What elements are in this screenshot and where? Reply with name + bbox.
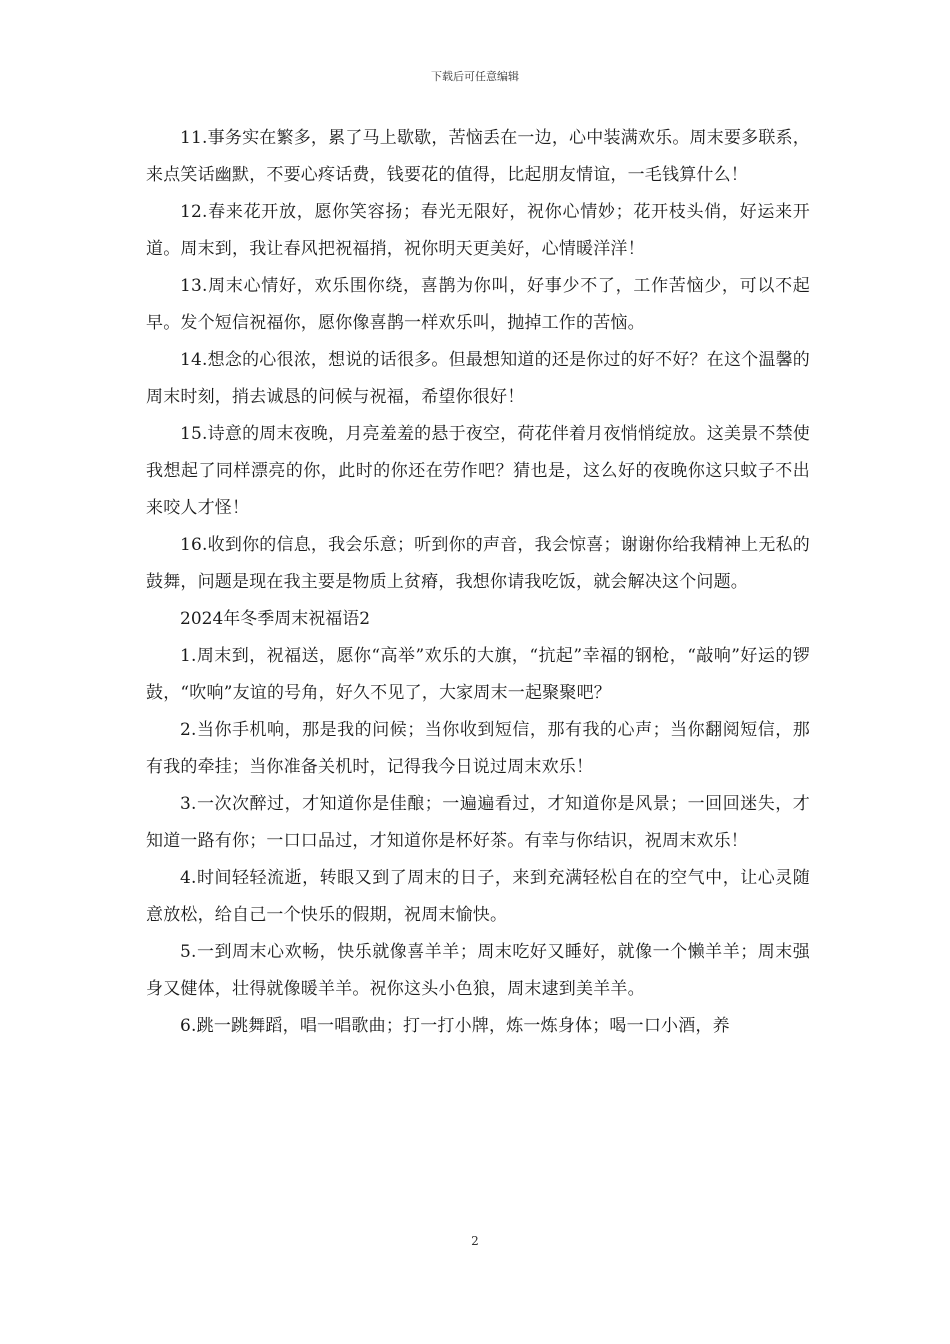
paragraph-16: 16.收到你的信息，我会乐意；听到你的声音，我会惊喜；谢谢你给我精神上无私的鼓舞，问题是现在我主要是物质上贫瘠，我想你请我吃饭，就会解决这个问题。: [146, 535, 810, 592]
paragraph-3: 3.一次次醉过，才知道你是佳酿；一遍遍看过，才知道你是风景；一回回迷失，才知道一路有你；一口口品过，才知道你是杯好茶。有幸与你结识，祝周末欢乐！: [146, 794, 810, 851]
paragraph-13: 13.周末心情好，欢乐围你绕，喜鹊为你叫，好事少不了，工作苦恼少，可以不起早。发个短信祝福你，愿你像喜鹊一样欢乐叫，抛掉工作的苦恼。: [146, 276, 810, 333]
paragraph-2: 2.当你手机响，那是我的问候；当你收到短信，那有我的心声；当你翻阅短信，那有我的牵挂；当你准备关机时，记得我今日说过周末欢乐！: [146, 720, 810, 777]
paragraph-4: 4.时间轻轻流逝，转眼又到了周末的日子，来到充满轻松自在的空气中，让心灵随意放松，给自己一个快乐的假期，祝周末愉快。: [146, 868, 810, 925]
paragraph-15: 15.诗意的周末夜晚，月亮羞羞的悬于夜空，荷花伴着月夜悄悄绽放。这美景不禁使我想起了同样漂亮的你，此时的你还在劳作吧？猜也是，这么好的夜晚你这只蚊子不出来咬人才怪！: [146, 424, 810, 518]
document-body: [146, 120, 810, 1045]
page-header: 下载后可任意编辑: [431, 70, 519, 83]
paragraph-14: 14.想念的心很浓，想说的话很多。但最想知道的还是你过的好不好？在这个温馨的周末时刻，捎去诚恳的问候与祝福，希望你很好！: [146, 350, 810, 407]
paragraph-5: 5.一到周末心欢畅，快乐就像喜羊羊；周末吃好又睡好，就像一个懒羊羊；周末强身又健体，壮得就像暖羊羊。祝你这头小色狼，周末逮到美羊羊。: [146, 942, 810, 999]
page-number: 2: [471, 1234, 479, 1248]
paragraph-11: 11.事务实在繁多，累了马上歇歇，苦恼丢在一边，心中装满欢乐。周末要多联系，来点笑话幽默，不要心疼话费，钱要花的值得，比起朋友情谊，一毛钱算什么！: [146, 128, 810, 185]
paragraph-12: 12.春来花开放，愿你笑容扬；春光无限好，祝你心情妙；花开枝头俏，好运来开道。周末到，我让春风把祝福捎，祝你明天更美好，心情暖洋洋！: [146, 202, 810, 259]
section-heading: 2024年冬季周末祝福语2: [180, 609, 371, 629]
paragraph-6: 6.跳一跳舞蹈，唱一唱歌曲；打一打小牌，炼一炼身体；喝一口小酒，养: [180, 1016, 730, 1036]
paragraph-1: 1.周末到，祝福送，愿你“高举”欢乐的大旗，“抗起”幸福的钢枪，“敲响”好运的锣鼓，“吹响”友谊的号角，好久不见了，大家周末一起聚聚吧？: [146, 646, 810, 703]
